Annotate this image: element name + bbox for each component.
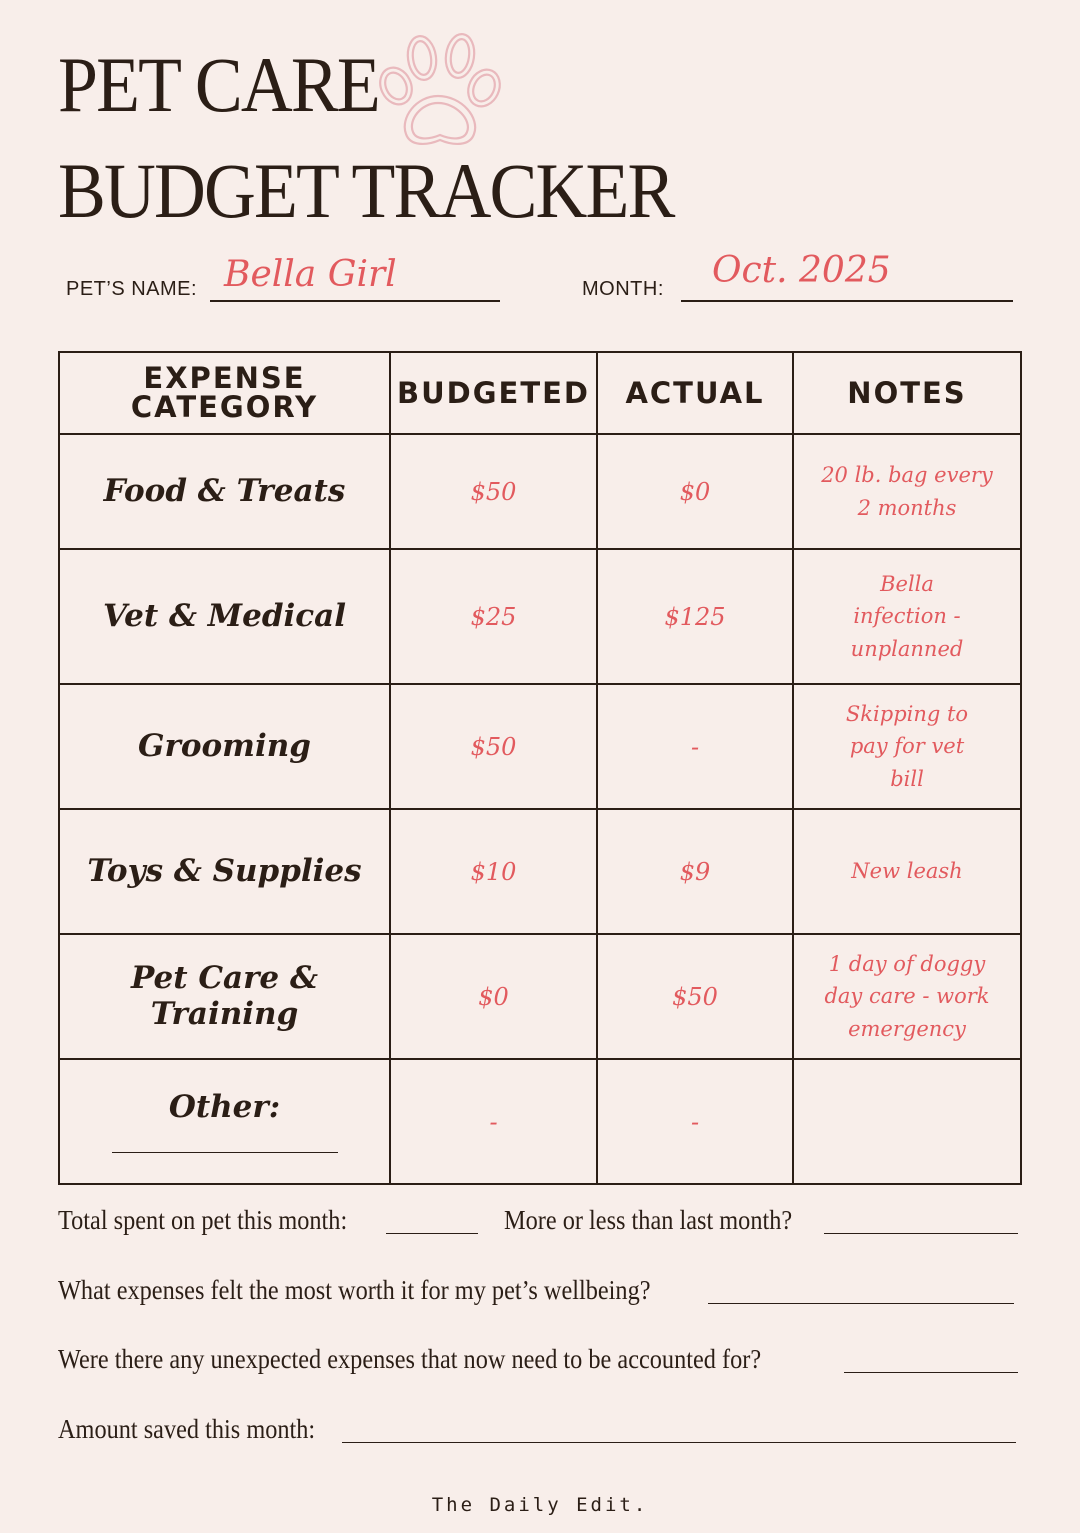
actual-cell[interactable]: - <box>597 684 793 809</box>
worth-it-answer-line[interactable] <box>708 1303 1014 1304</box>
amount-saved-answer-line[interactable] <box>342 1442 1016 1443</box>
amount-saved-question: Amount saved this month: <box>58 1414 316 1444</box>
actual-cell[interactable]: $9 <box>597 809 793 934</box>
table-row <box>59 934 1021 1059</box>
table-row <box>59 684 1021 809</box>
budgeted-cell[interactable]: $25 <box>390 549 597 684</box>
pet-name-value[interactable]: Bella Girl <box>224 254 397 295</box>
notes-cell[interactable] <box>793 1059 1021 1184</box>
notes-cell[interactable]: 20 lb. bag every 2 months <box>793 434 1021 549</box>
total-spent-answer-line[interactable] <box>386 1233 478 1234</box>
table-row <box>59 434 1021 549</box>
actual-cell[interactable]: - <box>597 1059 793 1184</box>
budgeted-cell[interactable]: $0 <box>390 934 597 1059</box>
header-actual: ACTUAL <box>597 352 793 434</box>
more-or-less-question: More or less than last month? <box>504 1205 793 1235</box>
actual-cell[interactable]: $125 <box>597 549 793 684</box>
month-value[interactable]: Oct. 2025 <box>712 250 891 291</box>
budgeted-cell[interactable]: $50 <box>390 684 597 809</box>
actual-cell[interactable]: $50 <box>597 934 793 1059</box>
pet-name-line <box>210 300 500 302</box>
table-row <box>59 549 1021 684</box>
notes-cell[interactable]: Skipping to pay for vet bill <box>793 684 1021 809</box>
month-line <box>681 300 1013 302</box>
budgeted-cell[interactable]: $10 <box>390 809 597 934</box>
notes-cell[interactable]: 1 day of doggy day care - work emergency <box>793 934 1021 1059</box>
actual-cell[interactable]: $0 <box>597 434 793 549</box>
budgeted-cell[interactable]: - <box>390 1059 597 1184</box>
month-label: MONTH: <box>582 278 664 300</box>
unexpected-answer-line[interactable] <box>844 1372 1018 1373</box>
header-expense-category: EXPENSE CATEGORY <box>59 352 390 434</box>
title-line-2: BUDGET TRACKER <box>58 147 674 234</box>
title-line-1: PET CARE <box>58 41 379 128</box>
more-or-less-answer-line[interactable] <box>824 1233 1018 1234</box>
notes-cell[interactable]: Bella infection - unplanned <box>793 549 1021 684</box>
category-cell: Pet Care & Training <box>59 934 390 1059</box>
footer-brand: The Daily Edit. <box>431 1494 649 1516</box>
other-write-in-line[interactable] <box>112 1152 338 1153</box>
table-row <box>59 809 1021 934</box>
notes-cell[interactable]: New leash <box>793 809 1021 934</box>
budget-table <box>58 351 1022 1185</box>
unexpected-question: Were there any unexpected expenses that now need to be accounted for? <box>58 1344 762 1374</box>
pet-name-label: PET’S NAME: <box>66 278 198 300</box>
worth-it-question: What expenses felt the most worth it for my pet’s wellbeing? <box>58 1275 651 1305</box>
category-cell: Other: <box>59 1059 390 1184</box>
paw-print-icon <box>376 32 504 150</box>
category-cell: Vet & Medical <box>59 549 390 684</box>
category-cell: Grooming <box>59 684 390 809</box>
header-budgeted: BUDGETED <box>390 352 597 434</box>
category-cell: Food & Treats <box>59 434 390 549</box>
category-cell: Toys & Supplies <box>59 809 390 934</box>
header-notes: NOTES <box>793 352 1021 434</box>
budgeted-cell[interactable]: $50 <box>390 434 597 549</box>
table-row <box>59 1059 1021 1184</box>
total-spent-question: Total spent on pet this month: <box>58 1205 348 1235</box>
table-header-row <box>59 352 1021 434</box>
